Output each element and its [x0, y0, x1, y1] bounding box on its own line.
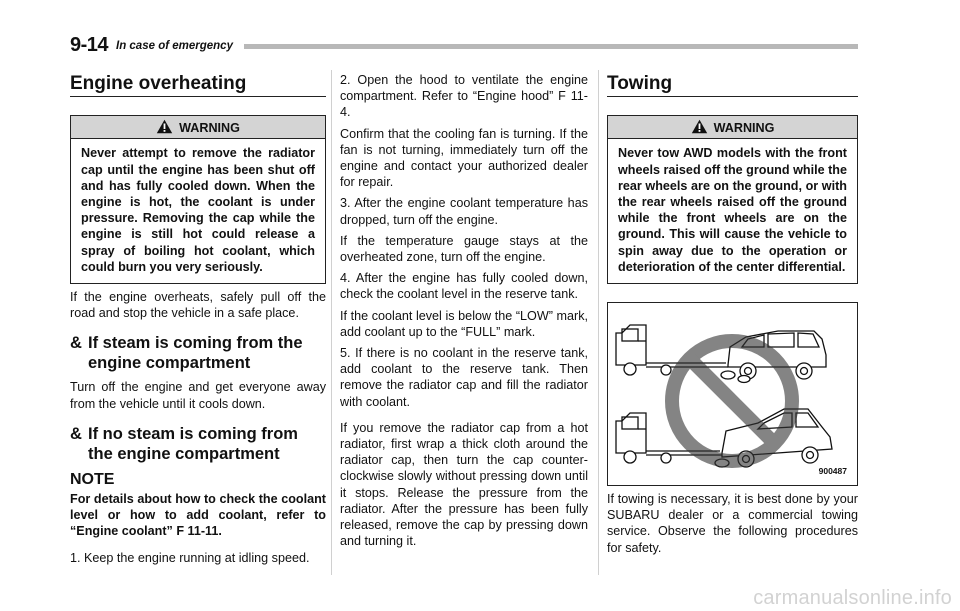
warning-text: Never attempt to remove the radiator cap until the engine has been shut off and has fully cooled down. When the engine is hot, the coolant is under pressure. Removing the cap while the engine is still hot could release a spray of boiling hot coolant, which could burn you very seriously.	[81, 146, 315, 274]
column-divider	[598, 70, 599, 575]
paragraph-cooling-fan: Confirm that the cooling fan is turning. If the fan is not turning, immediately turn off the engine and contact your authorized dealer for repair.	[340, 126, 588, 190]
column-divider	[331, 70, 332, 575]
column-3	[607, 72, 858, 561]
subheading-marker: &	[70, 334, 82, 353]
subheading-steam	[70, 333, 326, 373]
paragraph-coolant-low: If the coolant level is below the “LOW” mark, add coolant up to the “FULL” mark.	[340, 308, 588, 339]
note-label: NOTE	[70, 470, 115, 488]
page-header	[70, 34, 858, 56]
warning-triangle-icon	[156, 119, 173, 134]
paragraph-steam: Turn off the engine and get everyone away from the vehicle until it cools down.	[70, 380, 326, 411]
header-rule	[244, 44, 858, 49]
warning-label: WARNING	[713, 121, 775, 136]
note-text: For details about how to check the coolant level or how to add coolant, refer to “Engine coolant” F 11-11.	[70, 492, 326, 539]
warning-box-overheating	[70, 115, 326, 284]
step-1: 1. Keep the engine running at idling speed.	[70, 550, 310, 565]
page-number: 9-14	[70, 34, 109, 56]
subheading-no-steam-text: If no steam is coming from the engine compartment	[88, 424, 298, 463]
warning-header	[71, 116, 325, 139]
towing-figure	[607, 302, 858, 486]
step-3: 3. After the engine coolant temperature has dropped, turn off the engine.	[340, 196, 588, 227]
paragraph-temperature-gauge: If the temperature gauge stays at the overheated zone, turn off the engine.	[340, 233, 588, 265]
column-1	[70, 72, 326, 571]
subheading-no-steam	[70, 424, 326, 464]
paragraph-pull-off: If the engine overheats, safely pull off the road and stop the vehicle in a safe place.	[70, 290, 326, 321]
heading-towing: Towing	[607, 76, 858, 97]
watermark: carmanualsonline.info	[753, 587, 952, 609]
step-4: 4. After the engine has fully cooled down, check the coolant level in the reserve tank.	[340, 271, 588, 302]
warning-triangle-icon	[691, 119, 708, 134]
subheading-steam-text: If steam is coming from the engine compartment	[88, 334, 303, 373]
step-5: 5. If there is no coolant in the reserve tank, add coolant to the reserve tank. Then remove the radiator cap and fill the radiator with coolant.	[340, 346, 588, 409]
subheading-marker: &	[70, 424, 82, 443]
warning-header	[608, 116, 857, 139]
towing-illustration	[608, 303, 856, 483]
warning-text: Never tow AWD models with the front wheels raised off the ground while the rear wheels are on the ground, or with the rear wheels raised off the ground while the front wheels are on the ground. This will cause the vehicle to spin away due to the operation or deterioration of the center differential.	[618, 146, 847, 274]
paragraph-radiator-cap: If you remove the radiator cap from a hot radiator, first wrap a thick cloth around the radiator cap, then turn the cap counterclockwise slowly without pressing down until it stops. Release the pressure from the radiator. After the pressure has been fully released, remove the cap by pressing down and turning it.	[340, 420, 588, 549]
step-2: 2. Open the hood to ventilate the engine compartment. Refer to “Engine hood” F 11-4.	[340, 73, 588, 120]
warning-box-towing	[607, 115, 858, 284]
section-title: In case of emergency	[116, 40, 233, 52]
paragraph-towing: If towing is necessary, it is best done by your SUBARU dealer or a commercial towing service. Observe the following procedures for safety.	[607, 492, 858, 555]
warning-label: WARNING	[179, 121, 240, 136]
column-2	[340, 72, 588, 554]
figure-id: 900487	[818, 465, 847, 476]
heading-engine-overheating: Engine overheating	[70, 76, 326, 97]
